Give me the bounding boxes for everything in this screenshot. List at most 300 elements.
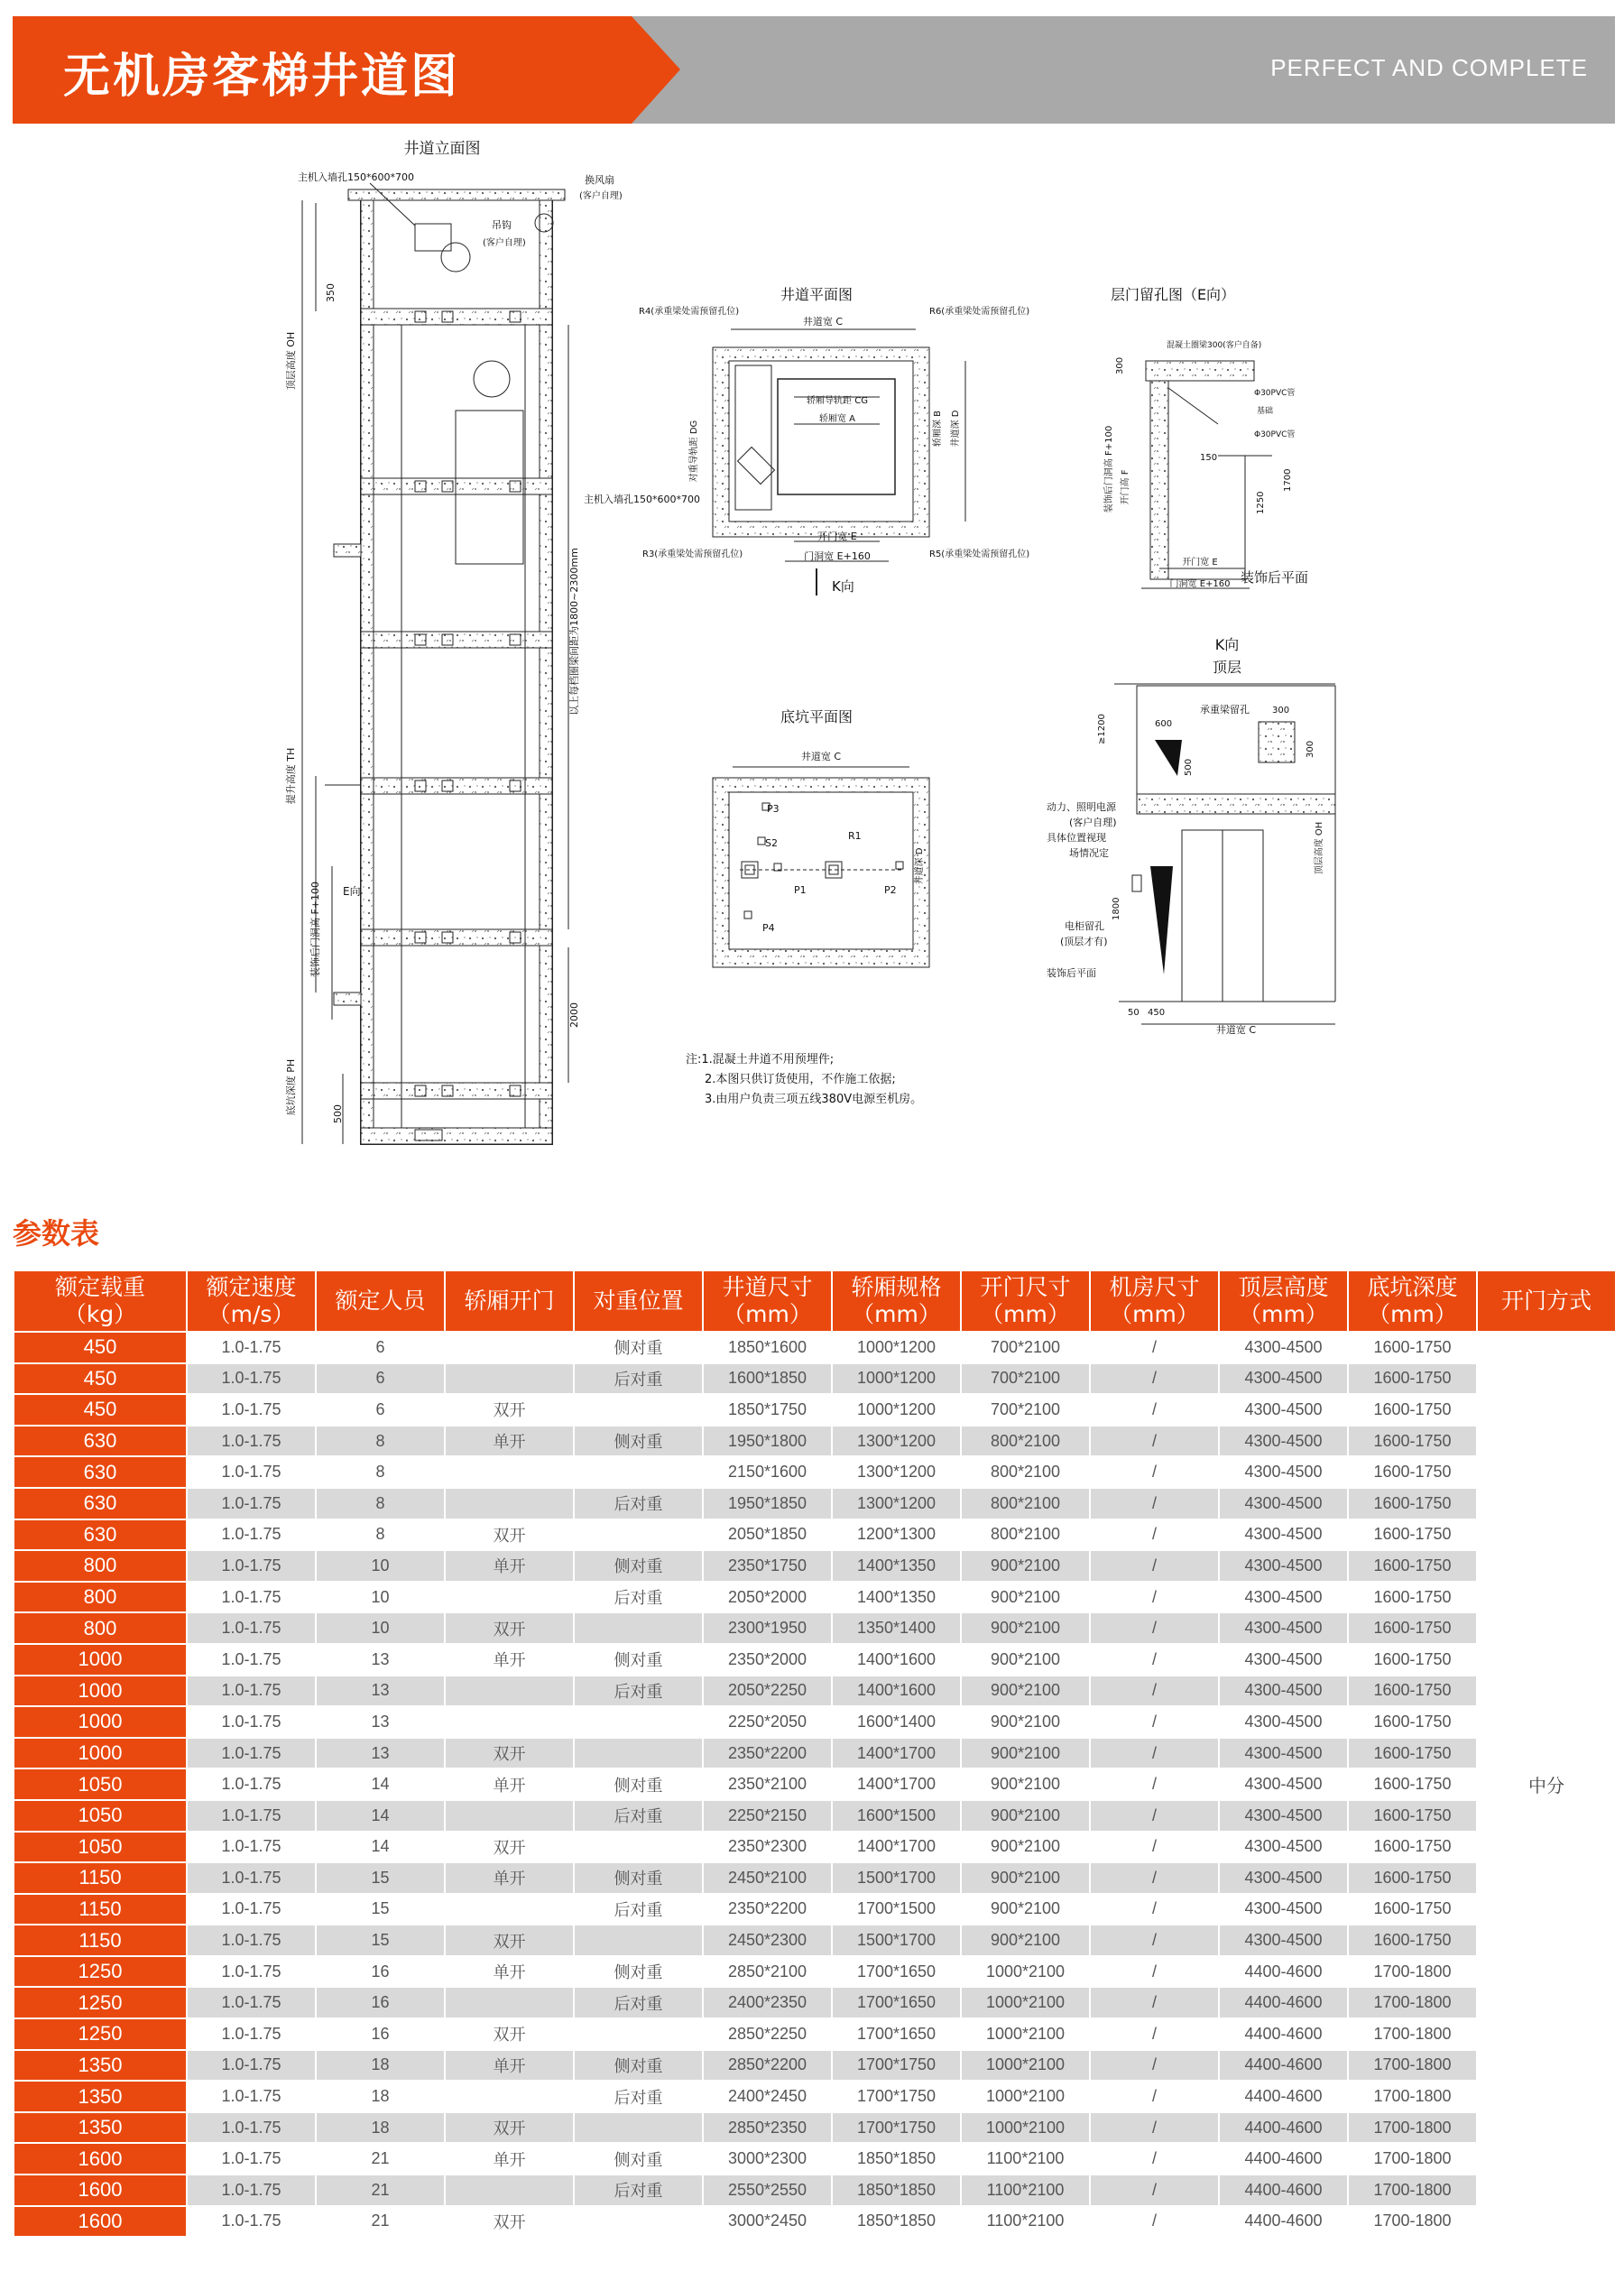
cell-car-door: 单开 [445, 1644, 574, 1676]
cell-shaft-size: 2250*2150 [703, 1800, 832, 1832]
cell-car-size: 1700*1650 [832, 2018, 961, 2050]
cell-load: 1250 [14, 1987, 187, 2018]
svg-text:轿厢宽 A: 轿厢宽 A [818, 414, 856, 424]
cell-car-size: 1700*1500 [832, 1894, 961, 1925]
cell-persons: 16 [316, 1987, 445, 2018]
svg-text:底坑平面图: 底坑平面图 [780, 708, 854, 725]
cell-speed: 1.0-1.75 [187, 1488, 316, 1519]
table-row [14, 2175, 1616, 2206]
cell-load: 1350 [14, 2081, 187, 2112]
cell-speed: 1.0-1.75 [187, 1519, 316, 1551]
cell-pit-depth: 1600-1750 [1348, 1488, 1477, 1519]
cell-machine-room: / [1090, 1394, 1219, 1426]
cell-shaft-size: 2400*2350 [703, 1987, 832, 2018]
svg-text:轿厢导轨距 CG: 轿厢导轨距 CG [807, 396, 868, 406]
cell-machine-room: / [1090, 1488, 1219, 1519]
svg-text:基础: 基础 [1257, 407, 1274, 416]
cell-persons: 8 [316, 1519, 445, 1551]
cell-top-height: 4300-4500 [1219, 1394, 1348, 1426]
cell-shaft-size: 2050*2250 [703, 1676, 832, 1707]
cell-load: 1000 [14, 1706, 187, 1738]
cell-counterweight [574, 1456, 703, 1488]
cell-car-size: 1500*1700 [832, 1925, 961, 1956]
cell-top-height: 4300-4500 [1219, 1894, 1348, 1925]
table-row [14, 1612, 1616, 1644]
table-row [14, 2143, 1616, 2175]
table-row [14, 1394, 1616, 1426]
cell-car-size: 1850*1850 [832, 2206, 961, 2238]
table-row [14, 1987, 1616, 2018]
svg-text:承重梁留孔: 承重梁留孔 [1200, 704, 1250, 716]
cell-persons: 16 [316, 2018, 445, 2050]
cell-machine-room: / [1090, 1706, 1219, 1738]
cell-car-size: 1300*1200 [832, 1426, 961, 1457]
cell-shaft-size: 2550*2550 [703, 2175, 832, 2206]
cell-counterweight [574, 1394, 703, 1426]
cell-persons: 16 [316, 1956, 445, 1988]
cell-car-door [445, 1676, 574, 1707]
cell-pit-depth: 1600-1750 [1348, 1800, 1477, 1832]
cell-pit-depth: 1700-1800 [1348, 2050, 1477, 2082]
svg-text:P2: P2 [884, 884, 897, 896]
cell-machine-room: / [1090, 1426, 1219, 1457]
cell-top-height: 4400-4600 [1219, 1987, 1348, 2018]
cell-machine-room: / [1090, 1768, 1219, 1800]
svg-text:P3: P3 [767, 803, 780, 815]
cell-top-height: 4400-4600 [1219, 2143, 1348, 2175]
cell-counterweight: 侧对重 [574, 2050, 703, 2082]
cell-load: 1050 [14, 1800, 187, 1832]
cell-car-size: 1400*1600 [832, 1676, 961, 1707]
cell-pit-depth: 1600-1750 [1348, 1550, 1477, 1582]
table-row [14, 2112, 1616, 2144]
svg-text:R3(承重梁处需预留孔位): R3(承重梁处需预留孔位) [642, 549, 743, 559]
cell-door-size: 800*2100 [961, 1426, 1090, 1457]
cell-counterweight: 侧对重 [574, 1862, 703, 1894]
cell-car-size: 1300*1200 [832, 1488, 961, 1519]
svg-text:以上每档圈梁间距为1800~2300mm: 以上每档圈梁间距为1800~2300mm [568, 548, 580, 716]
parameter-table [13, 1270, 1617, 2238]
cell-machine-room: / [1090, 1894, 1219, 1925]
cell-door-size: 900*2100 [961, 1862, 1090, 1894]
svg-text:150: 150 [1200, 453, 1218, 463]
cell-pit-depth: 1700-1800 [1348, 2143, 1477, 2175]
cell-car-size: 1600*1500 [832, 1800, 961, 1832]
cell-pit-depth: 1700-1800 [1348, 2081, 1477, 2112]
cell-car-door: 双开 [445, 1925, 574, 1956]
cell-load: 1150 [14, 1925, 187, 1956]
cell-persons: 10 [316, 1550, 445, 1582]
cell-car-size: 1700*1650 [832, 1956, 961, 1988]
cell-door-size: 900*2100 [961, 1706, 1090, 1738]
cell-load: 450 [14, 1394, 187, 1426]
cell-persons: 15 [316, 1925, 445, 1956]
cell-persons: 8 [316, 1488, 445, 1519]
cell-shaft-size: 2850*2100 [703, 1956, 832, 1988]
shaft-elevation [284, 140, 700, 1144]
cell-top-height: 4400-4600 [1219, 2018, 1348, 2050]
cell-machine-room: / [1090, 1987, 1219, 2018]
cell-speed: 1.0-1.75 [187, 1426, 316, 1457]
cell-load: 450 [14, 1332, 187, 1363]
cell-load: 630 [14, 1519, 187, 1551]
cell-persons: 18 [316, 2112, 445, 2144]
cell-machine-room: / [1090, 1738, 1219, 1769]
cell-machine-room: / [1090, 1550, 1219, 1582]
header-door-mode: 开门方式 [1477, 1270, 1616, 1332]
svg-text:主机入墙孔150*600*700: 主机入墙孔150*600*700 [584, 494, 700, 505]
cell-speed: 1.0-1.75 [187, 1363, 316, 1395]
cell-door-size: 1000*2100 [961, 1987, 1090, 2018]
cell-shaft-size: 2050*2000 [703, 1582, 832, 1613]
cell-machine-room: / [1090, 2081, 1219, 2112]
cell-shaft-size: 2250*2050 [703, 1706, 832, 1738]
svg-text:350: 350 [325, 283, 337, 302]
svg-text:300: 300 [1115, 356, 1125, 374]
cell-load: 1350 [14, 2050, 187, 2082]
cell-machine-room: / [1090, 1332, 1219, 1363]
svg-text:K向: K向 [1214, 636, 1240, 653]
svg-text:300: 300 [1272, 706, 1290, 716]
cell-shaft-size: 2300*1950 [703, 1612, 832, 1644]
cell-counterweight [574, 1832, 703, 1863]
cell-top-height: 4300-4500 [1219, 1676, 1348, 1707]
header-counterweight: 对重位置 [574, 1270, 703, 1332]
cell-persons: 10 [316, 1612, 445, 1644]
cell-load: 1600 [14, 2175, 187, 2206]
cell-machine-room: / [1090, 2175, 1219, 2206]
table-row [14, 1550, 1616, 1582]
cell-car-size: 1000*1200 [832, 1363, 961, 1395]
cell-counterweight: 侧对重 [574, 2143, 703, 2175]
cell-load: 1150 [14, 1894, 187, 1925]
cell-door-size: 900*2100 [961, 1832, 1090, 1863]
cell-top-height: 4300-4500 [1219, 1332, 1348, 1363]
cell-top-height: 4300-4500 [1219, 1925, 1348, 1956]
cell-machine-room: / [1090, 2050, 1219, 2082]
cell-load: 1600 [14, 2143, 187, 2175]
cell-speed: 1.0-1.75 [187, 1394, 316, 1426]
header-pit-depth: 底坑深度 （mm） [1348, 1270, 1477, 1332]
cell-persons: 21 [316, 2143, 445, 2175]
svg-text:(客户自理): (客户自理) [1069, 817, 1117, 828]
cell-car-door: 双开 [445, 1612, 574, 1644]
cell-shaft-size: 2350*2200 [703, 1894, 832, 1925]
shaft-plan [639, 286, 1029, 596]
cell-shaft-size: 1850*1600 [703, 1332, 832, 1363]
svg-text:井道深 D: 井道深 D [951, 410, 961, 448]
svg-text:E向: E向 [343, 885, 361, 898]
cell-load: 630 [14, 1488, 187, 1519]
cell-shaft-size: 2350*2300 [703, 1832, 832, 1863]
cell-door-size: 900*2100 [961, 1800, 1090, 1832]
cell-load: 450 [14, 1363, 187, 1395]
svg-text:500: 500 [332, 1104, 344, 1123]
cell-speed: 1.0-1.75 [187, 1456, 316, 1488]
cell-load: 1150 [14, 1862, 187, 1894]
cell-car-size: 1200*1300 [832, 1519, 961, 1551]
cell-counterweight: 后对重 [574, 2081, 703, 2112]
table-row [14, 1426, 1616, 1457]
cell-door-size: 800*2100 [961, 1519, 1090, 1551]
svg-text:井道宽 C: 井道宽 C [1215, 1024, 1257, 1036]
cell-top-height: 4300-4500 [1219, 1738, 1348, 1769]
svg-text:50: 50 [1128, 1008, 1140, 1018]
cell-top-height: 4300-4500 [1219, 1550, 1348, 1582]
table-row [14, 1644, 1616, 1676]
cell-speed: 1.0-1.75 [187, 1832, 316, 1863]
cell-door-size: 700*2100 [961, 1363, 1090, 1395]
cell-persons: 21 [316, 2206, 445, 2238]
cell-door-size: 1100*2100 [961, 2175, 1090, 2206]
table-row [14, 2050, 1616, 2082]
svg-text:500: 500 [1184, 758, 1194, 776]
cell-shaft-size: 1600*1850 [703, 1363, 832, 1395]
cell-machine-room: / [1090, 1800, 1219, 1832]
cell-load: 1250 [14, 2018, 187, 2050]
cell-persons: 13 [316, 1676, 445, 1707]
cell-door-size: 900*2100 [961, 1768, 1090, 1800]
cell-shaft-size: 2350*2000 [703, 1644, 832, 1676]
header-load: 额定载重 （kg） [14, 1270, 187, 1332]
cell-car-size: 1000*1200 [832, 1332, 961, 1363]
cell-machine-room: / [1090, 1612, 1219, 1644]
table-header-row [14, 1270, 1616, 1332]
cell-car-door: 双开 [445, 2018, 574, 2050]
svg-text:450: 450 [1148, 1008, 1166, 1018]
svg-text:300: 300 [1306, 740, 1315, 758]
cell-pit-depth: 1600-1750 [1348, 1394, 1477, 1426]
cell-car-size: 1400*1700 [832, 1832, 961, 1863]
cell-machine-room: / [1090, 2018, 1219, 2050]
cell-shaft-size: 3000*2300 [703, 2143, 832, 2175]
elevation-title: 井道立面图 [403, 140, 481, 158]
svg-text:提升高度 TH: 提升高度 TH [285, 747, 297, 805]
svg-text:顶层: 顶层 [1212, 659, 1242, 676]
svg-text:顶层高度 OH: 顶层高度 OH [285, 331, 297, 391]
svg-text:井道宽 C: 井道宽 C [800, 751, 842, 762]
drawing-notes [686, 1052, 922, 1106]
cell-car-door: 单开 [445, 1862, 574, 1894]
cell-counterweight [574, 2112, 703, 2144]
cell-speed: 1.0-1.75 [187, 1582, 316, 1613]
header-car-door: 轿厢开门 [445, 1270, 574, 1332]
cell-load: 800 [14, 1550, 187, 1582]
svg-text:(客户自理): (客户自理) [483, 238, 526, 248]
cell-speed: 1.0-1.75 [187, 1800, 316, 1832]
cell-speed: 1.0-1.75 [187, 2206, 316, 2238]
cell-counterweight: 后对重 [574, 1488, 703, 1519]
svg-text:R5(承重梁处需预留孔位): R5(承重梁处需预留孔位) [929, 549, 1030, 559]
cell-car-door [445, 1488, 574, 1519]
cell-car-door: 双开 [445, 1519, 574, 1551]
svg-text:K向: K向 [832, 578, 854, 595]
table-row [14, 1832, 1616, 1863]
cell-door-mode: 中分 [1477, 1332, 1616, 2237]
cell-car-size: 1600*1400 [832, 1706, 961, 1738]
cell-car-door: 双开 [445, 2206, 574, 2238]
cell-shaft-size: 2400*2450 [703, 2081, 832, 2112]
header-shaft-size: 井道尺寸 （mm） [703, 1270, 832, 1332]
svg-text:开门宽 E: 开门宽 E [1182, 558, 1218, 568]
cell-car-door: 单开 [445, 1426, 574, 1457]
svg-text:装饰后门洞高 F+100: 装饰后门洞高 F+100 [309, 881, 321, 978]
cell-door-size: 700*2100 [961, 1394, 1090, 1426]
cell-pit-depth: 1700-1800 [1348, 2112, 1477, 2144]
cell-speed: 1.0-1.75 [187, 1956, 316, 1988]
cell-top-height: 4400-4600 [1219, 2206, 1348, 2238]
cell-shaft-size: 2050*1850 [703, 1519, 832, 1551]
cell-counterweight: 侧对重 [574, 1768, 703, 1800]
cell-car-door: 单开 [445, 1550, 574, 1582]
cell-shaft-size: 2450*2100 [703, 1862, 832, 1894]
cell-counterweight: 侧对重 [574, 1426, 703, 1457]
svg-text:R4(承重梁处需预留孔位): R4(承重梁处需预留孔位) [639, 307, 740, 317]
svg-text:P1: P1 [794, 884, 807, 896]
cell-car-size: 1300*1200 [832, 1456, 961, 1488]
cell-car-door: 双开 [445, 1832, 574, 1863]
svg-text:场情况定: 场情况定 [1069, 847, 1109, 859]
cell-top-height: 4300-4500 [1219, 1644, 1348, 1676]
svg-text:换风扇: 换风扇 [585, 174, 614, 186]
cell-persons: 6 [316, 1363, 445, 1395]
cell-speed: 1.0-1.75 [187, 1706, 316, 1738]
cell-pit-depth: 1600-1750 [1348, 1862, 1477, 1894]
cell-car-size: 1400*1700 [832, 1738, 961, 1769]
svg-text:注:1.混凝土井道不用预埋件;: 注:1.混凝土井道不用预埋件; [686, 1053, 835, 1067]
cell-persons: 14 [316, 1832, 445, 1863]
cell-persons: 13 [316, 1706, 445, 1738]
svg-text:Φ30PVC管: Φ30PVC管 [1254, 389, 1296, 398]
cell-car-size: 1400*1350 [832, 1550, 961, 1582]
table-body [14, 1332, 1616, 2237]
cell-top-height: 4400-4600 [1219, 1956, 1348, 1988]
cell-car-door [445, 2081, 574, 2112]
cell-machine-room: / [1090, 1676, 1219, 1707]
cell-pit-depth: 1600-1750 [1348, 1768, 1477, 1800]
table-row [14, 1332, 1616, 1363]
svg-text:开门宽 E: 开门宽 E [817, 531, 857, 542]
cell-pit-depth: 1600-1750 [1348, 1456, 1477, 1488]
cell-counterweight: 侧对重 [574, 1332, 703, 1363]
cell-speed: 1.0-1.75 [187, 1612, 316, 1644]
cell-counterweight [574, 2018, 703, 2050]
cell-speed: 1.0-1.75 [187, 2018, 316, 2050]
cell-speed: 1.0-1.75 [187, 1550, 316, 1582]
table-row [14, 1894, 1616, 1925]
cell-shaft-size: 1850*1750 [703, 1394, 832, 1426]
svg-text:顶层高度 OH: 顶层高度 OH [1315, 821, 1324, 875]
cell-car-door [445, 1800, 574, 1832]
cell-top-height: 4400-4600 [1219, 2081, 1348, 2112]
cell-load: 1600 [14, 2206, 187, 2238]
svg-text:井道平面图: 井道平面图 [780, 286, 854, 303]
cell-shaft-size: 2350*2200 [703, 1738, 832, 1769]
cell-car-size: 1850*1850 [832, 2143, 961, 2175]
cell-persons: 8 [316, 1426, 445, 1457]
cell-pit-depth: 1700-1800 [1348, 2175, 1477, 2206]
cell-pit-depth: 1600-1750 [1348, 1676, 1477, 1707]
cell-car-size: 1700*1750 [832, 2050, 961, 2082]
cell-machine-room: / [1090, 1832, 1219, 1863]
cell-pit-depth: 1700-1800 [1348, 2018, 1477, 2050]
cell-speed: 1.0-1.75 [187, 1768, 316, 1800]
cell-speed: 1.0-1.75 [187, 1676, 316, 1707]
table-row [14, 1456, 1616, 1488]
table-row [14, 1488, 1616, 1519]
svg-text:具体位置视现: 具体位置视现 [1047, 832, 1106, 844]
cell-door-size: 900*2100 [961, 1676, 1090, 1707]
cell-persons: 18 [316, 2050, 445, 2082]
cell-door-size: 900*2100 [961, 1738, 1090, 1769]
svg-text:井道宽 C: 井道宽 C [802, 316, 844, 328]
svg-text:对重导轨距 DG: 对重导轨距 DG [689, 420, 699, 483]
cell-car-door: 双开 [445, 1394, 574, 1426]
cell-car-size: 1000*1200 [832, 1394, 961, 1426]
svg-text:P4: P4 [762, 922, 775, 934]
cell-car-size: 1400*1700 [832, 1768, 961, 1800]
pit-plan [713, 708, 929, 967]
cell-shaft-size: 2850*2200 [703, 2050, 832, 2082]
table-title: 参数表 [13, 1216, 100, 1251]
cell-machine-room: / [1090, 1456, 1219, 1488]
header-top-height: 顶层高度 （mm） [1219, 1270, 1348, 1332]
cell-pit-depth: 1600-1750 [1348, 1612, 1477, 1644]
cell-door-size: 900*2100 [961, 1644, 1090, 1676]
cell-load: 1050 [14, 1832, 187, 1863]
svg-text:R6(承重梁处需预留孔位): R6(承重梁处需预留孔位) [929, 307, 1030, 317]
cell-top-height: 4300-4500 [1219, 1706, 1348, 1738]
table-row [14, 1800, 1616, 1832]
cell-speed: 1.0-1.75 [187, 1862, 316, 1894]
svg-text:主机入墙孔150*600*700: 主机入墙孔150*600*700 [298, 171, 414, 183]
page-title: 无机房客梯井道图 [63, 50, 461, 104]
cell-top-height: 4300-4500 [1219, 1768, 1348, 1800]
cell-door-size: 800*2100 [961, 1488, 1090, 1519]
cell-machine-room: / [1090, 1582, 1219, 1613]
cell-door-size: 900*2100 [961, 1894, 1090, 1925]
cell-counterweight: 后对重 [574, 1582, 703, 1613]
cell-car-door [445, 2175, 574, 2206]
cell-door-size: 1100*2100 [961, 2143, 1090, 2175]
cell-car-door: 单开 [445, 2050, 574, 2082]
cell-door-size: 900*2100 [961, 1612, 1090, 1644]
cell-counterweight [574, 2206, 703, 2238]
cell-shaft-size: 3000*2450 [703, 2206, 832, 2238]
cell-top-height: 4400-4600 [1219, 2175, 1348, 2206]
cell-load: 800 [14, 1612, 187, 1644]
cell-door-size: 1000*2100 [961, 1956, 1090, 1988]
cell-door-size: 800*2100 [961, 1456, 1090, 1488]
cell-car-size: 1700*1750 [832, 2112, 961, 2144]
svg-text:600: 600 [1155, 719, 1173, 729]
cell-car-door: 双开 [445, 2112, 574, 2144]
cell-load: 630 [14, 1456, 187, 1488]
door-hole-drawing [1103, 286, 1308, 589]
table-row [14, 1956, 1616, 1988]
header-machine-room: 机房尺寸 （mm） [1090, 1270, 1219, 1332]
cell-pit-depth: 1600-1750 [1348, 1426, 1477, 1457]
table-row [14, 1582, 1616, 1613]
cell-top-height: 4400-4600 [1219, 2050, 1348, 2082]
cell-speed: 1.0-1.75 [187, 1738, 316, 1769]
svg-text:轿厢深 B: 轿厢深 B [933, 410, 943, 448]
cell-car-size: 1700*1650 [832, 1987, 961, 2018]
cell-machine-room: / [1090, 1363, 1219, 1395]
cell-counterweight [574, 1706, 703, 1738]
cell-speed: 1.0-1.75 [187, 1925, 316, 1956]
cell-car-door [445, 1332, 574, 1363]
